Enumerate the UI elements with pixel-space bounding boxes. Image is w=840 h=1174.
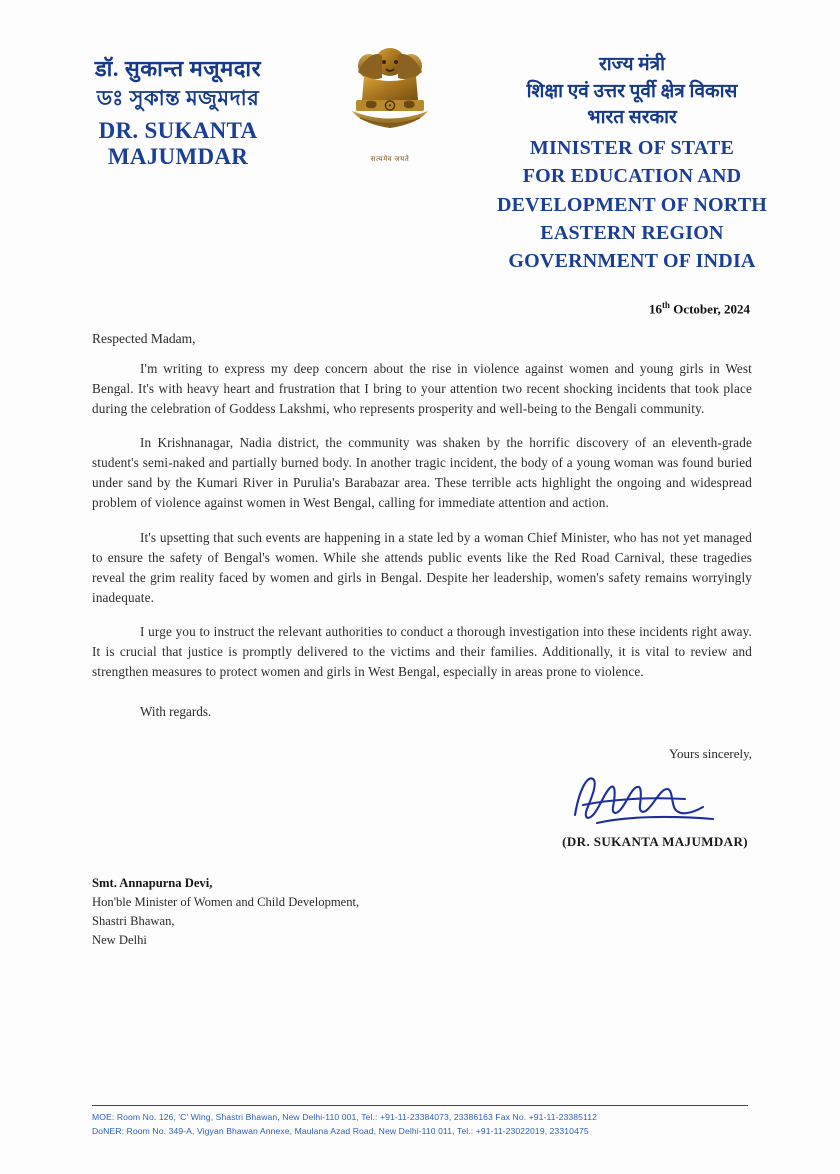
- letterhead-right-designation: [452, 38, 812, 274]
- date-rest: October, 2024: [669, 301, 750, 317]
- footer-address-doner: DoNER: Room No. 349-A, Vigyan Bhawan Annexe, Maulana Azad Road, New Delhi-110 011, Tel.: +91-11-23022019, 23310475: [92, 1125, 589, 1136]
- national-emblem-block: [330, 38, 450, 164]
- minister-name-english: DR. SUKANTA MAJUMDAR: [98, 118, 258, 170]
- letter-paragraph-2: In Krishnanagar, Nadia district, the community was shaken by the horrific discovery of an eleventh-grade student's semi-naked and partially burned body. In another tragic incident, the body of a young woman was found buried under sand by the Kumari River in Purulia's Barabazar area. These terrible acts highlight the ongoing and widespread problem of violence against women in West Bengal, calling for immediate attention and action.: [92, 435, 752, 511]
- date-day: 16: [648, 301, 662, 317]
- letterhead: [0, 0, 840, 274]
- handwritten-signature-icon: [0, 764, 752, 834]
- national-emblem-lion-capital-icon: [338, 42, 442, 154]
- designation-english-line5: GOVERNMENT OF INDIA: [508, 250, 756, 273]
- designation-english-line4: EASTERN REGION: [540, 221, 724, 244]
- addressee-building: Shastri Bhawan,: [92, 914, 175, 929]
- addressee-designation: Hon'ble Minister of Women and Child Development,: [92, 895, 360, 910]
- footer: [0, 1105, 840, 1138]
- designation-hindi-line1: राज्य मंत्री: [598, 54, 666, 75]
- addressee-city: New Delhi: [92, 933, 147, 948]
- closing-line: With regards.: [140, 703, 212, 719]
- letter-paragraph-4: I urge you to instruct the relevant authorities to conduct a thorough investigation into these incidents right away. It is crucial that justice is promptly delivered to the victims and their families. Additionally, it is vital to review and strengthen measures to protect women and girls in West Bengal, especially in areas prone to violence.: [92, 623, 752, 679]
- yours-sincerely: Yours sincerely,: [668, 745, 752, 761]
- footer-divider: [92, 1105, 748, 1106]
- emblem-motto: सत्यमेव जयते: [370, 155, 410, 163]
- letter-paragraph-3: It's upsetting that such events are happening in a state led by a woman Chief Minister, who has not yet managed to ensure the safety of Bengal's women. While she attends public events like the Red Road Carnival, these tragedies reveal the grim reality faced by women and girls in Bengal. Despite her leadership, women's safety remains worryingly inadequate.: [92, 529, 752, 605]
- letter-paragraph-1: I'm writing to express my deep concern about the rise in violence against women and young girls in West Bengal. It's with heavy heart and frustration that I bring to your attention two recent shocking incidents that took place during the celebration of Goddess Lakshmi, who represents prosperity and well-being to the Bengali community.: [92, 361, 752, 417]
- signature-block: [0, 746, 840, 850]
- designation-english-line3: DEVELOPMENT OF NORTH: [497, 193, 767, 216]
- date-suffix: th: [661, 299, 670, 310]
- footer-address-moe: MOE: Room No. 126, 'C' Wing, Shastri Bhawan, New Delhi-110 001, Tel.: +91-11-23384073, 23386163 Fax No. +91-11-23385112: [92, 1112, 597, 1123]
- letter-date: [0, 274, 840, 317]
- addressee-block: [0, 874, 840, 951]
- designation-hindi-line3: भारत सरकार: [587, 107, 677, 129]
- minister-name-bengali: ডঃ সুকান্ত মজুমদার: [96, 85, 260, 110]
- designation-hindi-line2: शिक्षा एवं उत्तर पूर्वी क्षेत्र विकास: [526, 80, 738, 102]
- letter-body: [0, 317, 840, 720]
- letterhead-left-names: [28, 38, 328, 170]
- designation-english-line2: FOR EDUCATION AND: [522, 165, 742, 188]
- designation-english-line1: MINISTER OF STATE: [529, 136, 735, 159]
- minister-name-hindi: डॉ. सुकान्त मजूमदार: [94, 56, 262, 81]
- signature-stroke: [553, 765, 728, 833]
- signatory-name: (DR. SUKANTA MAJUMDAR): [562, 833, 748, 849]
- salutation: Respected Madam,: [92, 331, 196, 347]
- addressee-name: Smt. Annapurna Devi,: [92, 875, 213, 890]
